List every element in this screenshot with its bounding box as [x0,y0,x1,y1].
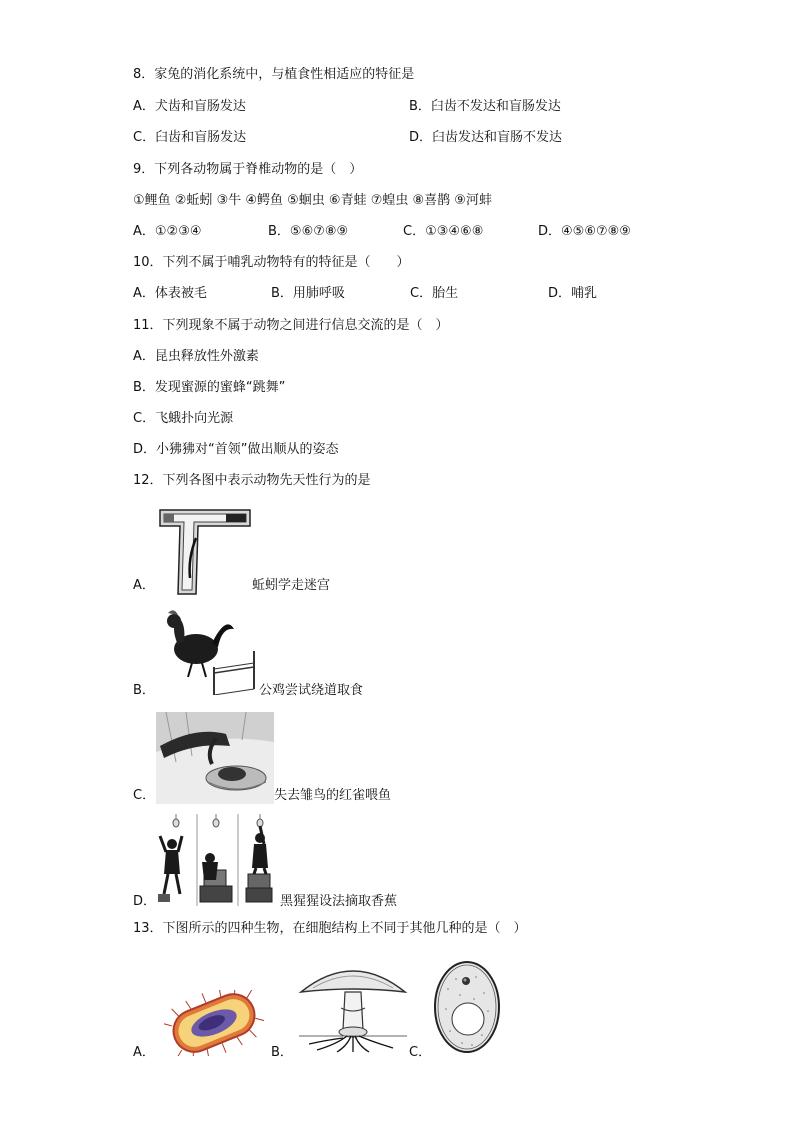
q8-option-c[interactable]: C．臼齿和盲肠发达 [133,130,247,145]
chimpanzee-boxes-figure [156,814,280,906]
q11-option-c[interactable]: C．飞蛾扑向光源 [133,411,234,426]
q12-caption-a: 蚯蚓学走迷宫 [252,578,331,593]
q12-option-c[interactable]: C． [133,788,156,803]
q9-option-a[interactable]: A．①②③④ [133,224,202,239]
rooster-figure [156,607,260,695]
cardinal-feeding-fish-figure [156,712,274,804]
q8-option-b[interactable]: B．臼齿不发达和盲肠发达 [409,99,561,114]
q11-option-d[interactable]: D．小狒狒对“首领”做出顺从的姿态 [133,442,339,457]
q9-stem: 9．下列各动物属于脊椎动物的是（ ） [133,162,363,177]
q8-option-d[interactable]: D．臼齿发达和盲肠不发达 [409,130,563,145]
q12-option-b[interactable]: B． [133,683,155,698]
mushroom-figure [297,958,409,1054]
t-maze-figure [156,508,252,596]
q12-option-a[interactable]: A． [133,578,155,593]
q8-stem: 8．家兔的消化系统中，与植食性相适应的特征是 [133,67,415,82]
q12-caption-d: 黑猩猩设法摘取香蕉 [280,894,398,909]
q11-option-b[interactable]: B．发现蜜源的蜜蜂“跳舞” [133,380,286,395]
q8-option-a[interactable]: A．犬齿和盲肠发达 [133,99,246,114]
q12-caption-c: 失去雏鸟的红雀喂鱼 [274,788,392,803]
q13-option-c[interactable]: C． [409,1045,432,1060]
q11-option-a[interactable]: A．昆虫释放性外激素 [133,349,259,364]
q10-stem: 10．下列不属于哺乳动物特有的特征是（ ） [133,255,410,270]
q10-option-d[interactable]: D．哺乳 [548,286,598,301]
q9-option-b[interactable]: B．⑤⑥⑦⑧⑨ [268,224,349,239]
cell-figure [432,959,502,1055]
q13-stem: 13．下图所示的四种生物，在细胞结构上不同于其他几种的是（ ） [133,921,527,936]
q13-option-a[interactable]: A． [133,1045,155,1060]
q9-option-d[interactable]: D．④⑤⑥⑦⑧⑨ [538,224,631,239]
q11-stem: 11．下列现象不属于动物之间进行信息交流的是（ ） [133,318,449,333]
q12-stem: 12．下列各图中表示动物先天性行为的是 [133,473,371,488]
q10-option-a[interactable]: A．体表被毛 [133,286,207,301]
q12-caption-b: 公鸡尝试绕道取食 [259,683,364,698]
q13-option-b[interactable]: B． [271,1045,293,1060]
q10-option-b[interactable]: B．用肺呼吸 [271,286,345,301]
q9-animal-list: ①鲤鱼 ②蚯蚓 ③牛 ④鳄鱼 ⑤蛔虫 ⑥青蛙 ⑦蝗虫 ⑧喜鹊 ⑨河蚌 [133,193,492,208]
q9-option-c[interactable]: C．①③④⑥⑧ [403,224,484,239]
q12-option-d[interactable]: D． [133,894,157,909]
bacterium-figure [164,990,264,1056]
q10-option-c[interactable]: C．胎生 [410,286,459,301]
